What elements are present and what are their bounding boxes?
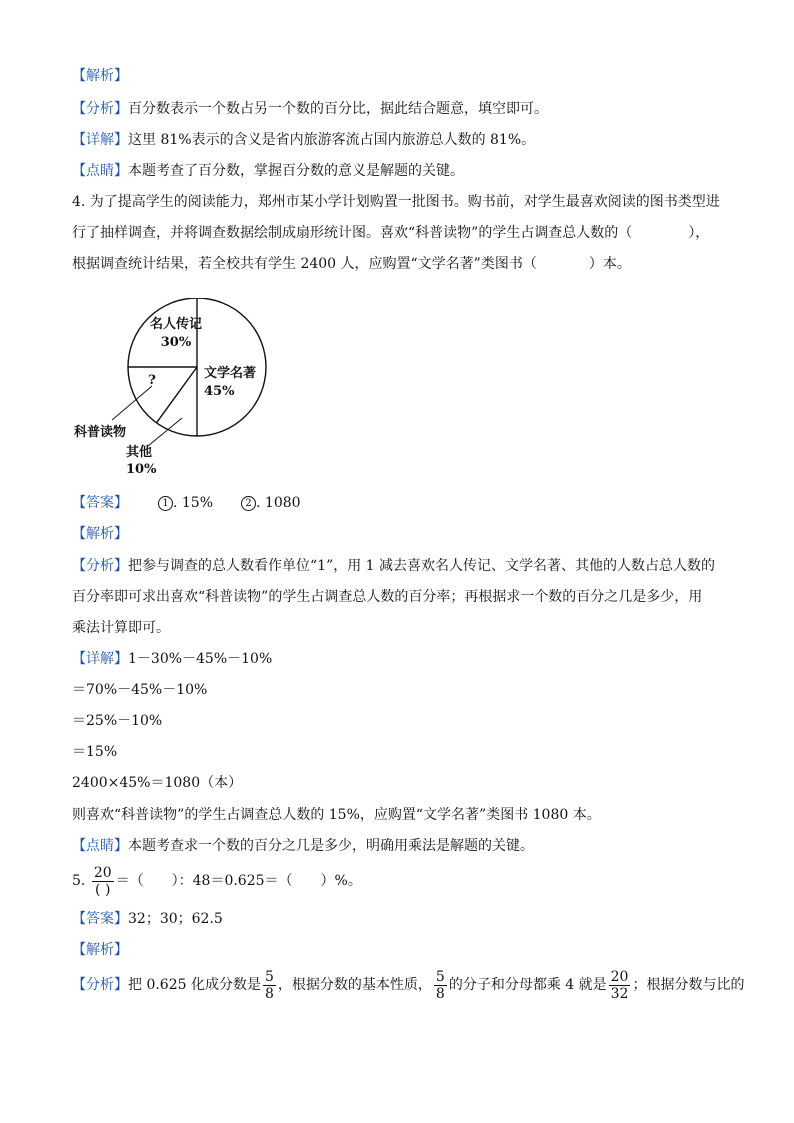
- section-analysis-heading: 【解析】: [72, 68, 128, 84]
- question-4-line-2: 行了抽样调查，并将调查数据绘制成扇形统计图。喜欢“科普读物”的学生占调查总人数的（ ），: [72, 225, 710, 241]
- slice-label-other: 其他: [126, 445, 153, 460]
- analysis-paragraph-5: 【分析】把 0.625 化成分数是 $\frac{5}{8}$ ，根据分数的基本性质， $\frac{5}{8}$ 的分子和分母都乘 4 就是 $\frac{20}{32}$ ；根据分数与比的: [72, 968, 745, 1002]
- slice-value-wenxue: 45%: [204, 384, 235, 399]
- comment-paragraph-2: 【点睛】本题考查求一个数的百分之几是多少，明确用乘法是解题的关键。: [72, 838, 534, 854]
- leader-line-other: [148, 418, 182, 446]
- detail-calc-line-4: ＝15%: [72, 744, 118, 760]
- question-4-line-1: 4. 为了提高学生的阅读能力，郑州市某小学计划购置一批图书。购书前，对学生最喜欢阅读的图书类型进: [72, 194, 720, 210]
- slice-divider-other: [157, 367, 198, 423]
- answer-line-5: 【答案】32；30；62.5: [72, 911, 223, 927]
- fraction-20-32: $\frac{20}{32}$: [610, 968, 629, 1002]
- question-5: 5. $\frac{20}{( )}$ ＝（ ）：48＝0.625＝（ ）%。: [72, 864, 362, 898]
- fraction-5-8-b: $\frac{5}{8}$: [435, 968, 445, 1002]
- detail-calc-line-2: ＝70%－45%－10%: [72, 682, 208, 698]
- detail-calc-line-3: ＝25%－10%: [72, 713, 163, 729]
- slice-value-kepu: ?: [148, 373, 156, 388]
- detail-conclusion: 则喜欢“科普读物”的学生占调查总人数的 15%，应购置“文学名著”类图书 1080 本。: [72, 807, 601, 823]
- slice-value-other: 10%: [126, 462, 157, 477]
- detail-calc-line-1: 【详解】1－30%－45%－10%: [72, 651, 273, 667]
- analysis-paragraph: 【分析】百分数表示一个数占另一个数的百分比，据此结合题意，填空即可。: [72, 101, 548, 117]
- slice-label-kepu: 科普读物: [74, 425, 127, 440]
- answer-marker-2: 2: [241, 496, 256, 511]
- answer-marker-1: 1: [158, 496, 173, 511]
- question-4-line-3: 根据调查统计结果，若全校共有学生 2400 人，应购置“文学名著”类图书（ ）本。: [72, 256, 631, 272]
- section-analysis-heading-2: 【解析】: [72, 526, 128, 542]
- analysis-paragraph-2-line-1: 【分析】把参与调查的总人数看作单位“1”，用 1 减去喜欢名人传记、文学名著、其他的人数占总人数的: [72, 558, 716, 574]
- slice-value-mingren: 30%: [160, 335, 192, 350]
- slice-label-mingren: 名人传记: [149, 317, 203, 332]
- section-analysis-heading-5: 【解析】: [72, 942, 128, 958]
- detail-paragraph: 【详解】这里 81%表示的含义是省内旅游客流占国内旅游总人数的 81%。: [72, 132, 536, 148]
- detail-calc-line-5: 2400×45%＝1080（本）: [72, 775, 243, 791]
- pie-chart: [64, 298, 284, 478]
- question-5-fraction: $\frac{20}{( )}$: [93, 864, 112, 898]
- fraction-5-8-a: $\frac{5}{8}$: [264, 968, 274, 1002]
- slice-label-wenxue: 文学名著: [204, 366, 257, 381]
- answer-line: 【答案】 1 . 15% 2 . 1080: [72, 495, 301, 511]
- analysis-paragraph-2-line-3: 乘法计算即可。: [72, 620, 170, 636]
- analysis-paragraph-2-line-2: 百分率即可求出喜欢“科普读物”的学生占调查总人数的百分率；再根据求一个数的百分之几是多少，用: [72, 589, 703, 605]
- comment-paragraph: 【点睛】本题考查了百分数，掌握百分数的意义是解题的关键。: [72, 163, 464, 179]
